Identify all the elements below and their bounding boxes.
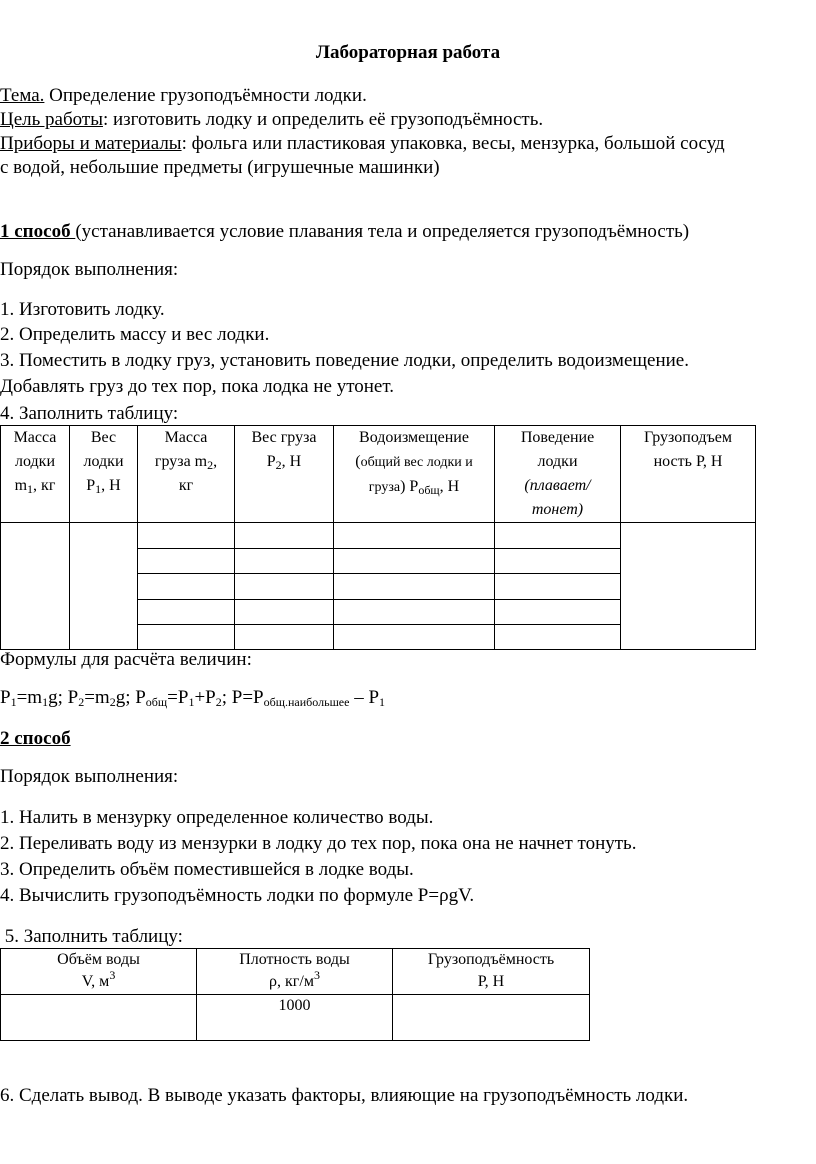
method1-step: 3. Поместить в лодку груз, установить поведение лодки, определить водоизмещение. [0,350,689,371]
table-cell [138,600,235,625]
table-cell [495,600,621,625]
method2-step: 1. Налить в мензурку определенное количество воды. [0,807,434,828]
equipment-label: Приборы и материалы [0,133,182,154]
method1-label: 1 способ [0,221,76,242]
table-cell [235,549,334,574]
table-cell [235,574,334,600]
table-cell [138,574,235,600]
header-water-density: Плотность воды ρ, $кг/м^3$ [197,949,393,995]
equipment-text-1: : фольга или пластиковая упаковка, весы, мензурка, большой сосуд [181,133,725,154]
table-cell [495,574,621,600]
table-cell [334,549,495,574]
header-boat-mass: Масса лодки $m_1$, кг [1,426,70,523]
goal-text: : изготовить лодку и определить её грузоподъёмность. [102,109,544,130]
table-row [1,523,756,549]
density-value: 1000 [197,995,393,1041]
page-title: Лабораторная работа [315,42,501,63]
equipment-line [0,132,725,156]
method1-heading [0,220,689,244]
table-cell [621,523,756,650]
method2-label: 2 способ [0,728,71,749]
table-cell [235,600,334,625]
topic-label: Тема. [0,85,45,106]
header-boat-weight: Вес лодки $P_1$, Н [70,426,138,523]
table-cell [334,523,495,549]
method1-table [0,425,756,650]
header-cargo-mass: Масса груза $m_2$, кг [138,426,235,523]
table-header-row [1,426,756,523]
header-capacity: Грузоподъёмность Р, Н [393,949,590,995]
table-cell [138,523,235,549]
method1-step: 2. Определить массу и вес лодки. [0,324,270,345]
table-row [1,995,590,1041]
table-cell [495,523,621,549]
method2-table [0,948,590,1041]
method2-step: 2. Переливать воду из мензурки в лодку до тех пор, пока она не начнет тонуть. [0,833,637,854]
method2-step: 5. Заполнить таблицу: [0,926,183,947]
table-cell [495,549,621,574]
table-cell [1,995,197,1041]
table-cell [334,600,495,625]
formulas-label: Формулы для расчёта величин: [0,649,252,670]
conclusion-step: 6. Сделать вывод. В выводе указать факторы, влияющие на грузоподъёмность лодки. [0,1085,689,1106]
method1-desc: (устанавливается условие плавания тела и определяется грузоподъёмность) [75,221,690,242]
method1-step: Добавлять груз до тех пор, пока лодка не утонет. [0,376,394,397]
header-water-volume: Объём воды V, $м^3$ [1,949,197,995]
method2-step: 3. Определить объём поместившейся в лодке воды. [0,859,414,880]
table-cell [70,523,138,650]
method1-step: 1. Изготовить лодку. [0,299,165,320]
table-cell [393,995,590,1041]
table-cell [235,625,334,650]
header-cargo-weight: Вес груза $P_2$, Н [235,426,334,523]
equipment-text-2: с водой, небольшие предметы (игрушечные машинки) [0,157,440,178]
table-cell [334,574,495,600]
table-cell [138,625,235,650]
table-header-row [1,949,590,995]
formula-line: $P_1=m_1g$; $P_2=m_2g$; $P_{общ}=P_1+P_2$; $P=P_{общ.наибольшее} - P_1$ [0,687,386,709]
table-cell [334,625,495,650]
table-cell [495,625,621,650]
header-capacity: Грузоподъем ность Р, Н [621,426,756,523]
topic-line [0,84,367,108]
method2-step: 4. Вычислить грузоподъёмность лодки по формуле P=ρgV. [0,885,475,906]
table-cell [235,523,334,549]
table-cell [138,549,235,574]
method1-step: 4. Заполнить таблицу: [0,403,179,424]
table-cell [1,523,70,650]
method2-order: Порядок выполнения: [0,766,179,787]
header-displacement: Водоизмещение (общий вес лодки и груза) $P_{общ}$, Н [334,426,495,523]
method1-order: Порядок выполнения: [0,259,179,280]
goal-line [0,108,543,132]
topic-text: Определение грузоподъёмности лодки. [44,85,367,106]
goal-label: Цель работы [0,109,103,130]
header-behavior: Поведение лодки (плавает/ тонет) [495,426,621,523]
